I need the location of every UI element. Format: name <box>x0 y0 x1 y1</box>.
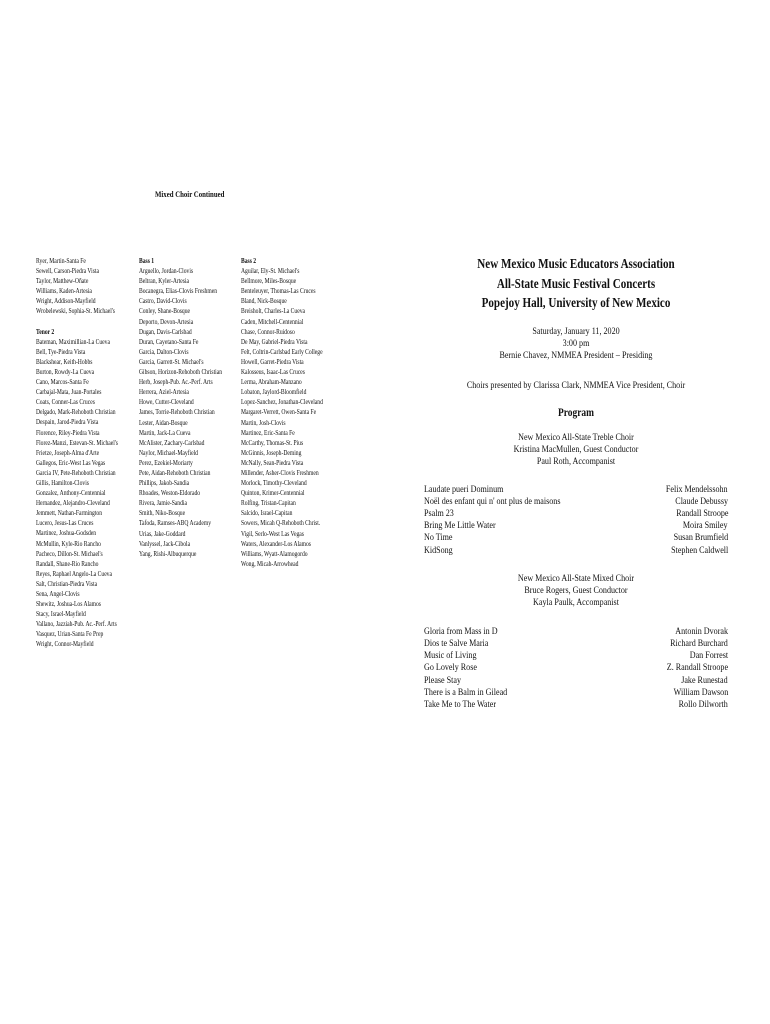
list-item: Cano, Marcos-Santa Fe <box>36 378 89 387</box>
piece-title: No Time <box>424 533 453 544</box>
choir-accompanist: Kayla Paulk, Accompanist <box>533 597 619 608</box>
list-item: Martinez, Eric-Santa Fe <box>241 428 295 437</box>
list-item: Vanlyssel, Jack-Cibola <box>139 539 191 548</box>
title-line: Popejoy Hall, University of New Mexico <box>481 295 671 310</box>
list-item: Pacheco, Dillon-St. Michael's <box>36 549 103 558</box>
piece-composer: Susan Brumfield <box>673 533 728 544</box>
program-piece <box>424 484 728 496</box>
piece-title: Go Lovely Rose <box>424 663 477 674</box>
program-piece <box>424 508 728 520</box>
roster-column-1 <box>36 256 145 650</box>
title-line: New Mexico Music Educators Association <box>477 256 675 271</box>
roster-column-2 <box>139 256 248 559</box>
choir-name: New Mexico All-State Treble Choir <box>518 432 634 443</box>
list-item: McAlister, Zachary-Carlsbad <box>139 438 205 447</box>
piece-title: Take Me to The Water <box>424 699 497 710</box>
list-item: Bland, Nick-Bosque <box>241 297 287 306</box>
piece-title: Music of Living <box>424 651 477 662</box>
piece-title: Laudate pueri Dominum <box>424 484 504 495</box>
piece-composer: Felix Mendelssohn <box>666 484 728 495</box>
bass-1-list <box>139 266 248 559</box>
piece-title: Psalm 23 <box>424 508 454 519</box>
list-item: Williams, Kaden-Artesia <box>36 287 92 296</box>
list-item: Vallano, Jazziah-Pub. Ac.-Perf. Arts <box>36 620 117 629</box>
list-item: Aguilar, Ely-St. Michael's <box>241 267 300 276</box>
list-item: Garcia, Dalton-Clovis <box>139 347 189 356</box>
concert-details <box>424 326 728 362</box>
list-item: Delgado, Mark-Rehoboth Christian <box>36 408 116 417</box>
list-item: Felt, Coltrin-Carlsbad Early College <box>241 347 323 356</box>
program-piece <box>424 650 728 662</box>
roster-column-3 <box>241 256 350 569</box>
list-item: Wright, Connor-Mayfield <box>36 640 94 649</box>
list-item: Conley, Shane-Bosque <box>139 307 191 316</box>
list-item: Gibson, Horizon-Rehoboth Christian <box>139 368 222 377</box>
piece-title: Bring Me Little Water <box>424 521 496 532</box>
list-item: Burton, Rowdy-La Cueva <box>36 367 95 376</box>
list-item: Bell, Tye-Piedra Vista <box>36 347 86 356</box>
list-item: Dugan, Davis-Carlsbad <box>139 327 192 336</box>
list-item: Jemmett, Nathan-Farmington <box>36 509 103 518</box>
section-label-bass-1: Bass 1 <box>139 257 155 265</box>
section-label-tenor-2: Tenor 2 <box>36 327 55 336</box>
list-item: Bateman, Maximillian-La Cueva <box>36 337 110 346</box>
program-piece <box>424 520 728 532</box>
list-item: Howell, Garret-Piedra Vista <box>241 357 304 366</box>
list-item: McCarthy, Thomas-St. Pius <box>241 438 304 447</box>
piece-composer: Richard Burchard <box>670 638 728 649</box>
list-item: Naylor, Michael-Mayfield <box>139 448 198 457</box>
piece-composer: Antonin Dvorak <box>675 626 728 637</box>
list-item: Florez-Manzi, Estevan-St. Michael's <box>36 438 118 447</box>
list-item: Arguello, Jordan-Clovis <box>139 267 194 276</box>
list-item: Shewitz, Joshua-Los Alamos <box>36 600 101 609</box>
list-item: Garcia, Garrett-St. Michael's <box>139 357 204 366</box>
list-item: McNally, Sean-Piedra Vista <box>241 458 304 467</box>
list-item: Wright, Addison-Mayfield <box>36 297 96 306</box>
piece-composer: Stephen Caldwell <box>670 545 728 556</box>
list-item: Caden, Mitchell-Centennial <box>241 317 304 326</box>
list-item: Urias, Jake-Goddard <box>139 529 186 538</box>
program-piece <box>424 662 728 674</box>
list-item: Salcido, Israel-Capitan <box>241 509 293 518</box>
list-item: Williams, Wyatt-Alamogordo <box>241 549 308 558</box>
list-item: Lobaton, Jaylord-Bloomfield <box>241 388 307 397</box>
list-item: Hernandez, Alejandro-Cleveland <box>36 499 110 508</box>
list-item: Gallegos, Eric-West Las Vegas <box>36 458 106 467</box>
list-item: Lerma, Abraham-Manzano <box>241 378 302 387</box>
list-item: Howe, Cutter-Cleveland <box>139 398 194 407</box>
choir-accompanist: Paul Roth, Accompanist <box>536 456 616 467</box>
list-item: Benteleuyer, Thomas-Las Cruces <box>241 287 316 296</box>
list-item: Tafoda, Ramses-ABQ Academy <box>139 519 212 528</box>
list-item: Garcia IV, Pete-Rehoboth Christian <box>36 468 116 477</box>
list-item: Breisholt, Charles-La Cueva <box>241 307 305 316</box>
list-item: Martin, Josh-Clovis <box>241 418 286 427</box>
list-item: Yang, Rishi-Albuquerque <box>139 549 197 558</box>
piece-title: Dios te Salve Maria <box>424 638 489 649</box>
list-item: Carbajal-Mata, Juan-Portales <box>36 388 102 397</box>
piece-composer: William Dawson <box>673 687 728 698</box>
program-piece <box>424 545 728 557</box>
list-item: Rolfing, Tristan-Capitan <box>241 499 296 508</box>
list-item: Wong, Micah-Arrowhead <box>241 559 299 568</box>
list-item: Lucero, Jesus-Las Cruces <box>36 519 94 528</box>
piece-composer: Moira Smiley <box>683 521 728 532</box>
list-item: Randall, Shane-Rio Rancho <box>36 559 99 568</box>
list-item: Stacy, Israel-Mayfield <box>36 610 86 619</box>
list-item: Bocanegra, Elias-Clovis Freshmen <box>139 287 218 296</box>
concert-title <box>424 254 728 313</box>
list-item: Reyes, Raphael Angelo-La Cueva <box>36 569 112 578</box>
list-item: Beltran, Kyler-Artesia <box>139 277 190 286</box>
list-item: Herrera, Aziel-Artesia <box>139 388 189 397</box>
list-item: Martinez, Joshua-Godsden <box>36 529 97 538</box>
piece-composer: Z. Randall Stroope <box>666 663 728 674</box>
choir-name: New Mexico All-State Mixed Choir <box>517 573 635 584</box>
piece-title: There is a Balm in Gilead <box>424 687 508 698</box>
list-item: Sowers, Micah Q-Rehoboth Christ. <box>241 519 321 528</box>
mixed-choir-program <box>424 626 728 711</box>
piece-title: Gloria from Mass in D <box>424 626 498 637</box>
program-piece <box>424 496 728 508</box>
list-item: Smith, Niko-Bosque <box>139 509 186 518</box>
choir-conductor: Kristina MacMullen, Guest Conductor <box>513 444 639 455</box>
list-item: Pete, Aidan-Rehoboth Christian <box>139 468 211 477</box>
list-item: Perez, Ezekiel-Moriarty <box>139 458 193 467</box>
list-item: Rhoades, Weston-Eldorado <box>139 489 201 498</box>
list-item: Salt, Christian-Piedra Vista <box>36 579 98 588</box>
presiding-line: Bernie Chavez, NMMEA President – Presiding <box>499 350 653 361</box>
list-item: McMullin, Kyle-Rio Rancho <box>36 539 101 548</box>
section-label-bass-2: Bass 2 <box>241 257 257 265</box>
list-item: Waters, Alexander-Los Alamos <box>241 539 311 548</box>
list-item: Kalosseus, Isaac-Las Cruces <box>241 368 305 377</box>
list-item: Rivera, Jamie-Sandia <box>139 499 187 508</box>
piece-composer: Claude Debussy <box>675 496 728 507</box>
choir-conductor: Bruce Rogers, Guest Conductor <box>524 585 628 596</box>
list-item: Sena, Angel-Clovis <box>36 590 80 598</box>
piece-title: Please Stay <box>424 675 462 686</box>
piece-composer: Jake Runestad <box>681 675 728 686</box>
roster-heading: Mixed Choir Continued <box>155 189 225 199</box>
program-piece <box>424 626 728 638</box>
list-item: Vasquez, Urian-Santa Fe Prep <box>36 630 104 639</box>
piece-composer: Dan Forrest <box>689 651 728 662</box>
program-piece <box>424 699 728 711</box>
list-item: Quinton, Krimer-Centennial <box>241 489 305 498</box>
list-item: Blackshear, Keith-Hobbs <box>36 357 93 366</box>
program-piece <box>424 638 728 650</box>
list-item: Taylor, Matthew-Oñate <box>36 277 89 286</box>
list-item: Lopez-Sanchez, Jonathan-Cleveland <box>241 398 323 407</box>
piece-title: KidSong <box>424 545 453 556</box>
list-item: Vigil, Serlo-West Las Vegas <box>241 529 304 538</box>
tenor-2-list <box>36 337 145 650</box>
list-item: Gonzalez, Anthony-Centennial <box>36 489 106 498</box>
list-item: De May, Gabriel-Piedra Vista <box>241 337 308 346</box>
mixed-choir-header <box>424 573 728 609</box>
piece-composer: Randall Stroope <box>675 508 728 519</box>
list-item: Frietze, Joseph-Alma d'Arte <box>36 448 100 457</box>
program-piece <box>424 675 728 687</box>
list-item: Coats, Conner-Las Cruces <box>36 398 95 407</box>
list-item: James, Torrie-Rehoboth Christian <box>139 408 215 417</box>
list-item: Martin, Jack-La Cueva <box>139 428 191 437</box>
list-item: Despain, Jarod-Piedra Vista <box>36 418 99 427</box>
list-item: Chase, Connor-Ruidoso <box>241 327 295 336</box>
list-item: Lester, Aidan-Bosque <box>139 418 188 427</box>
list-item: Gillis, Hamilton-Clovis <box>36 478 89 487</box>
treble-choir-program <box>424 484 728 557</box>
piece-composer: Rollo Dilworth <box>678 699 728 710</box>
list-item: Castro, David-Clovis <box>139 297 187 306</box>
list-item: Millender, Asher-Clovis Freshmen <box>241 468 319 477</box>
list-item: Margaret-Verrett, Owen-Santa Fe <box>241 408 317 417</box>
program-page <box>424 254 728 711</box>
piece-title: Noël des enfant qui n' ont plus de maisons <box>424 496 561 507</box>
list-item: Deporto, Devon-Artesia <box>139 317 194 326</box>
list-item: Wrobelewski, Sophia-St. Michael's <box>36 307 115 316</box>
list-item: Ryer, Martin-Santa Fe <box>36 257 86 265</box>
list-item: Florence, Riley-Piedra Vista <box>36 428 100 437</box>
concert-date: Saturday, January 11, 2020 <box>532 326 620 337</box>
list-item: Bellmore, Miles-Bosque <box>241 277 297 286</box>
title-line: All-State Music Festival Concerts <box>496 275 656 291</box>
program-piece <box>424 532 728 544</box>
program-heading: Program <box>558 406 594 419</box>
list-item: Phillips, Jakob-Sandia <box>139 479 190 488</box>
concert-time: 3:00 pm <box>562 338 590 349</box>
treble-choir-header <box>424 432 728 468</box>
list-item: Duran, Cayetano-Santa Fe <box>139 337 199 346</box>
program-piece <box>424 687 728 699</box>
choirs-presented-line: Choirs presented by Clarissa Clark, NMMEA Vice President, Choir <box>466 380 686 391</box>
list-item: Morlock, Timothy-Cleveland <box>241 479 307 488</box>
list-item: Herb, Joseph-Pub. Ac.-Perf. Arts <box>139 378 213 387</box>
bass-2-list <box>241 266 350 569</box>
list-item: McGinnis, Joseph-Deming <box>241 448 302 457</box>
list-item: Sewell, Carson-Piedra Vista <box>36 267 99 276</box>
